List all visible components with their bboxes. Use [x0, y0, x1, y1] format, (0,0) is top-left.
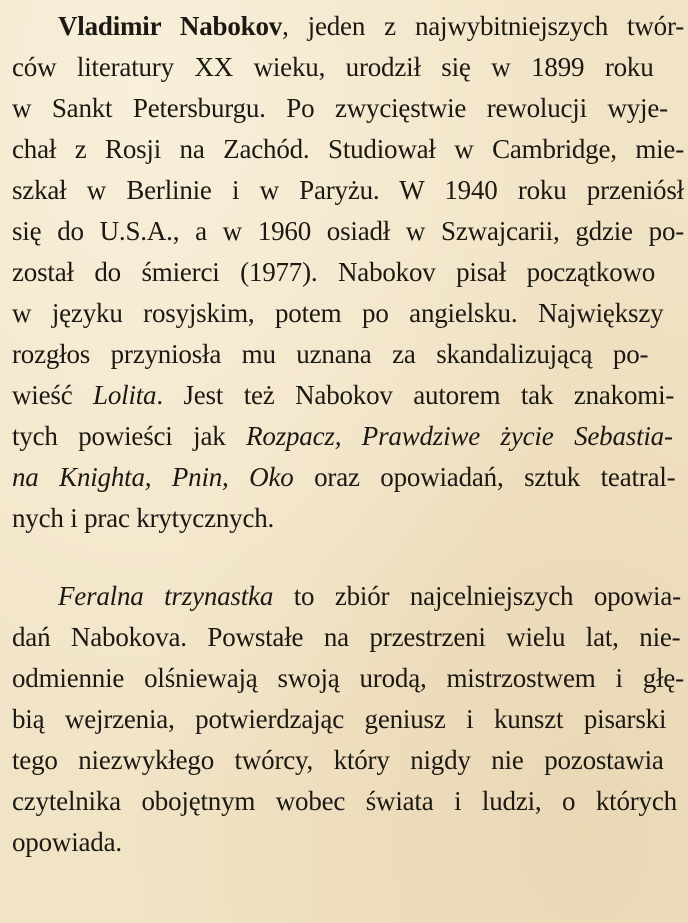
text-line [12, 416, 684, 457]
text-run: w Sankt Petersburgu. Po zwycięstwie rewolucji wyje- [12, 93, 668, 123]
text-line [12, 699, 684, 740]
text-line [12, 47, 684, 88]
blurb-text [12, 6, 684, 863]
text-run: dań Nabokova. Powstałe na przestrzeni wielu lat, nie- [12, 622, 681, 652]
text-run: odmiennie olśniewają swoją urodą, mistrzostwem i głę- [12, 663, 684, 693]
text-run: oraz opowiadań, sztuk teatral- [293, 462, 676, 492]
paragraph-gap [12, 539, 684, 576]
text-run: wieść [12, 380, 94, 410]
text-run: został do śmierci (1977). Nabokov pisał początkowo [12, 257, 656, 287]
text-line [12, 293, 684, 334]
text-line [12, 252, 684, 293]
text-line [12, 375, 684, 416]
text-run: opowiada. [12, 827, 122, 857]
text-run: czytelnika obojętnym wobec świata i ludzi, o których [12, 786, 677, 816]
italic-text: na Knighta, Pnin, Oko [12, 462, 294, 492]
text-line [12, 740, 684, 781]
text-line [12, 781, 684, 822]
paragraph [12, 6, 684, 539]
text-run: rozgłos przyniosła mu uznana za skandalizującą po- [12, 339, 649, 369]
text-run: chał z Rosji na Zachód. Studiował w Cambridge, mie- [12, 134, 684, 164]
text-run: , jeden z najwybitniejszych twór- [282, 11, 684, 41]
text-run: . Jest też Nabokov autorem tak znakomi- [156, 380, 675, 410]
italic-text: Feralna trzynastka [58, 581, 274, 611]
text-line [12, 334, 684, 375]
text-run: nych i prac krytycznych. [12, 503, 275, 533]
text-line [12, 498, 684, 539]
text-run: tego niezwykłego twórcy, który nigdy nie pozostawia [12, 745, 664, 775]
text-run: w języku rosyjskim, potem po angielsku. Największy [12, 298, 664, 328]
text-line [12, 658, 684, 699]
text-line [12, 170, 684, 211]
text-run: bią wejrzenia, potwierdzając geniusz i kunszt pisarski [12, 704, 667, 734]
text-run: tych powieści jak [12, 421, 247, 451]
text-line [12, 822, 684, 863]
text-line [12, 129, 684, 170]
text-line [12, 211, 684, 252]
text-line [12, 88, 684, 129]
text-line [12, 457, 684, 498]
text-run: szkał w Berlinie i w Paryżu. W 1940 roku przeniósł [12, 175, 684, 205]
bold-text: Vladimir Nabokov [58, 11, 283, 41]
paragraph [12, 576, 684, 863]
text-line [12, 617, 684, 658]
text-run: się do U.S.A., a w 1960 osiadł w Szwajcarii, gdzie po- [12, 216, 684, 246]
italic-text: Lolita [93, 380, 157, 410]
italic-text: Rozpacz, Prawdziwe życie Sebastia- [246, 421, 673, 451]
text-line [12, 6, 684, 47]
text-run: to zbiór najcelniejszych opowia- [273, 581, 681, 611]
text-line [12, 576, 684, 617]
text-run: ców literatury XX wieku, urodził się w 1899 roku [12, 52, 654, 82]
